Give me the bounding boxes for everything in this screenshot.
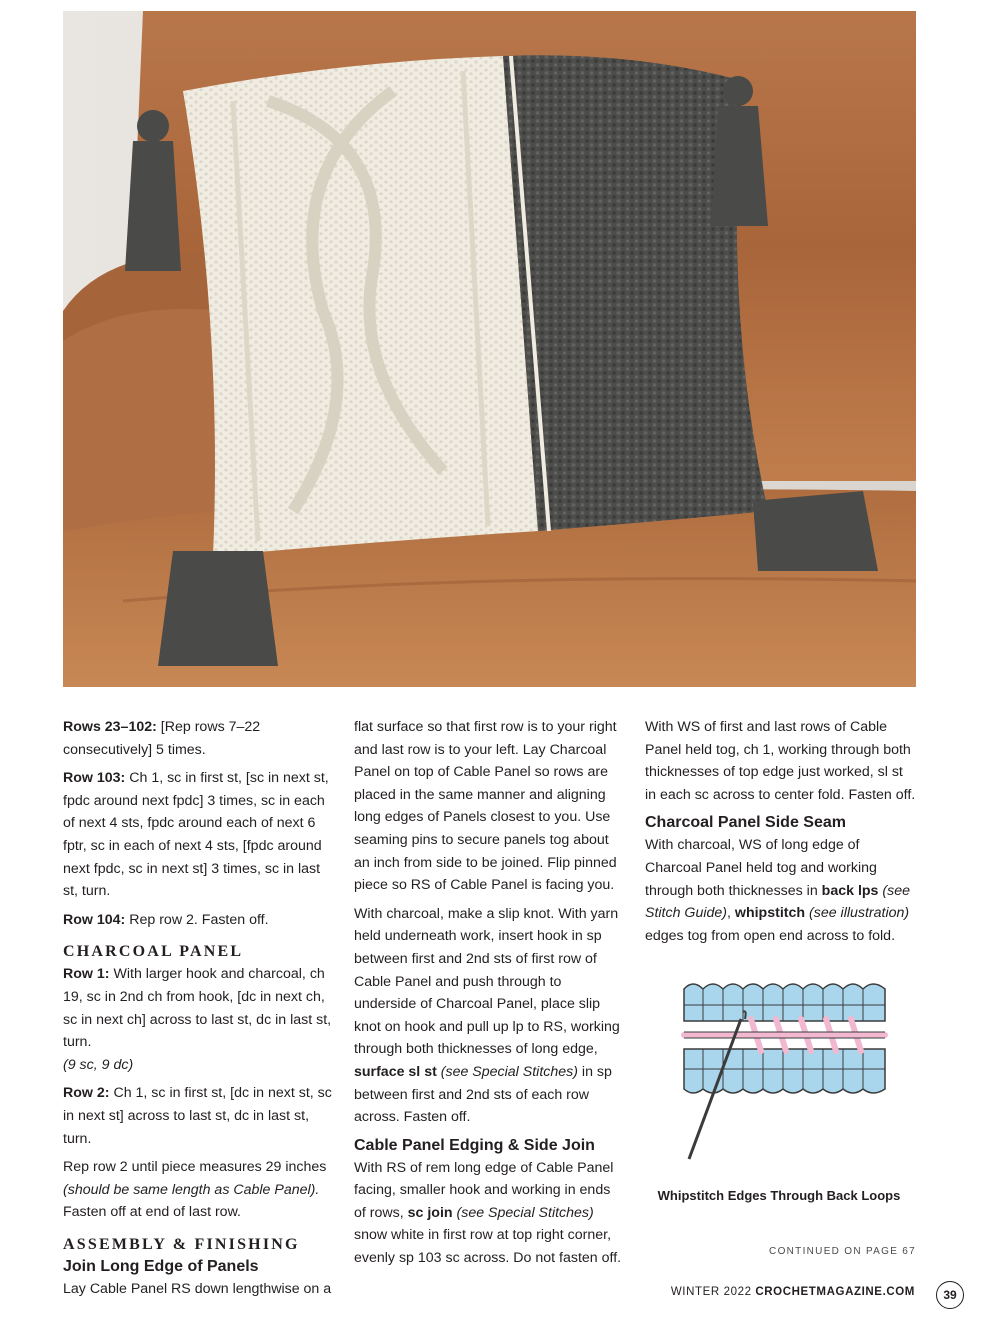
illustration-ref: (see illustration) <box>805 905 910 922</box>
slip-knot-text-a: With charcoal, make a slip knot. With yarn held underneath work, insert hook in sp between first and 2nd sts of first row of Cable Panel and push through to underside of Charcoal Panel, place slip knot on hook and pull up lp to RS, working through both thicknesses of long edge, <box>354 905 620 1058</box>
rep-row-2-italic: (should be same length as Cable Panel). <box>63 1181 320 1198</box>
row-103-label: Row 103: <box>63 770 126 787</box>
slip-knot-paragraph <box>354 903 624 1129</box>
footer-line <box>671 1286 915 1298</box>
back-lps-term: back lps <box>821 882 879 899</box>
lay-panels-paragraph: flat surface so that first row is to your right and last row is to your left. Lay Charcoal Panel on top of Cable Panel so rows are placed in the same manner and aligning long edges of Panels closest to you. Use seaming pins to secure panels tog about an inch from side to be joined. Flip pinned piece so RS of Cable Panel is facing you. <box>354 719 617 894</box>
column-2 <box>354 716 624 1276</box>
edging-text-b: snow white in first row at top right corner, evenly sp 103 sc across. Do not fasten off. <box>354 1227 622 1267</box>
row-103-text: Ch 1, sc in first st, [sc in next st, fpdc around next fpdc] 3 times, sc in each of next 4 sts, fpdc around each of next 6 fptr, sc in each of next 4 sts, [fpdc around next fpdc, sc in next st] 3 times, sc in last st, turn. <box>63 770 329 900</box>
rep-row-2-tail: Fasten off at end of last row. <box>63 1204 241 1221</box>
rows-23-102-paragraph <box>63 716 333 761</box>
row-104-label: Row 104: <box>63 911 126 928</box>
charcoal-row-1-count: (9 sc, 9 dc) <box>63 1056 134 1073</box>
edging-heading: Cable Panel Edging & Side Join <box>354 1136 595 1154</box>
join-paragraph: Lay Cable Panel RS down lengthwise on a <box>63 1280 332 1297</box>
row-104-text: Rep row 2. Fasten off. <box>125 911 269 928</box>
side-seam-comma: , <box>727 905 735 922</box>
charcoal-row-2-text: Ch 1, sc in first st, [dc in next st, sc in next st] across to last st, dc in last st, turn. <box>63 1085 332 1147</box>
assembly-heading: ASSEMBLY & FINISHING <box>63 1235 300 1253</box>
row-103-paragraph <box>63 767 333 903</box>
site-label: CROCHETMAGAZINE.COM <box>755 1286 915 1298</box>
whipstitch-term: whipstitch <box>734 905 806 922</box>
slip-knot-text-b: in sp between first and 2nd sts of each row across. Fasten off. <box>354 1063 612 1126</box>
side-seam-text-b: edges tog from open end across to fold. <box>645 927 896 944</box>
charcoal-row-1-paragraph <box>63 963 333 1076</box>
page-number: 39 <box>936 1281 964 1309</box>
rows-23-102-label: Rows 23–102: <box>63 719 157 735</box>
column-3 <box>645 716 917 953</box>
whipstitch-illustration <box>681 979 891 1164</box>
illustration-caption: Whipstitch Edges Through Back Loops <box>657 1188 901 1203</box>
charcoal-row-1-label: Row 1: <box>63 966 110 983</box>
side-seam-text-a: With charcoal, WS of long edge of Charcoal Panel held tog and working through both thicknesses in <box>645 837 877 899</box>
issue-label: WINTER 2022 <box>670 1286 756 1298</box>
side-seam-heading: Charcoal Panel Side Seam <box>645 814 846 832</box>
charcoal-row-1-text: With larger hook and charcoal, ch 19, sc in 2nd ch from hook, [dc in next ch, sc in next ch] across to last st, dc in last st, turn. <box>63 966 332 1051</box>
column-1 <box>63 716 333 1306</box>
charcoal-row-2-paragraph <box>63 1082 333 1150</box>
rep-row-2-paragraph <box>63 1156 333 1224</box>
stitch-guide-ref: (see Stitch Guide) <box>645 882 910 922</box>
charcoal-panel-heading: CHARCOAL PANEL <box>63 943 244 961</box>
edging-text-a: With RS of rem long edge of Cable Panel facing, smaller hook and working in ends of rows, <box>354 1159 614 1221</box>
surface-sl-st-term: surface sl st <box>354 1063 437 1080</box>
rep-row-2-text: Rep row 2 until piece measures 29 inches <box>63 1159 327 1176</box>
pillow-photo <box>63 11 916 687</box>
special-stitches-ref-2: (see Special Stitches) <box>452 1204 594 1221</box>
charcoal-row-2-label: Row 2: <box>63 1085 110 1102</box>
continued-note: CONTINUED ON PAGE 67 <box>769 1246 916 1257</box>
edging-paragraph <box>354 1157 624 1270</box>
special-stitches-ref: (see Special Stitches) <box>436 1063 578 1080</box>
side-seam-paragraph <box>645 834 917 947</box>
sc-join-term: sc join <box>407 1204 453 1221</box>
top-edge-paragraph: With WS of first and last rows of Cable Panel held tog, ch 1, working through both thicknesses of top edge just worked, sl st in each sc across to center fold. Fasten off. <box>645 719 916 803</box>
row-104-paragraph <box>63 909 333 932</box>
join-heading: Join Long Edge of Panels <box>63 1257 259 1275</box>
rows-23-102-text: [Rep rows 7–22 consecutively] 5 times. <box>63 719 261 758</box>
